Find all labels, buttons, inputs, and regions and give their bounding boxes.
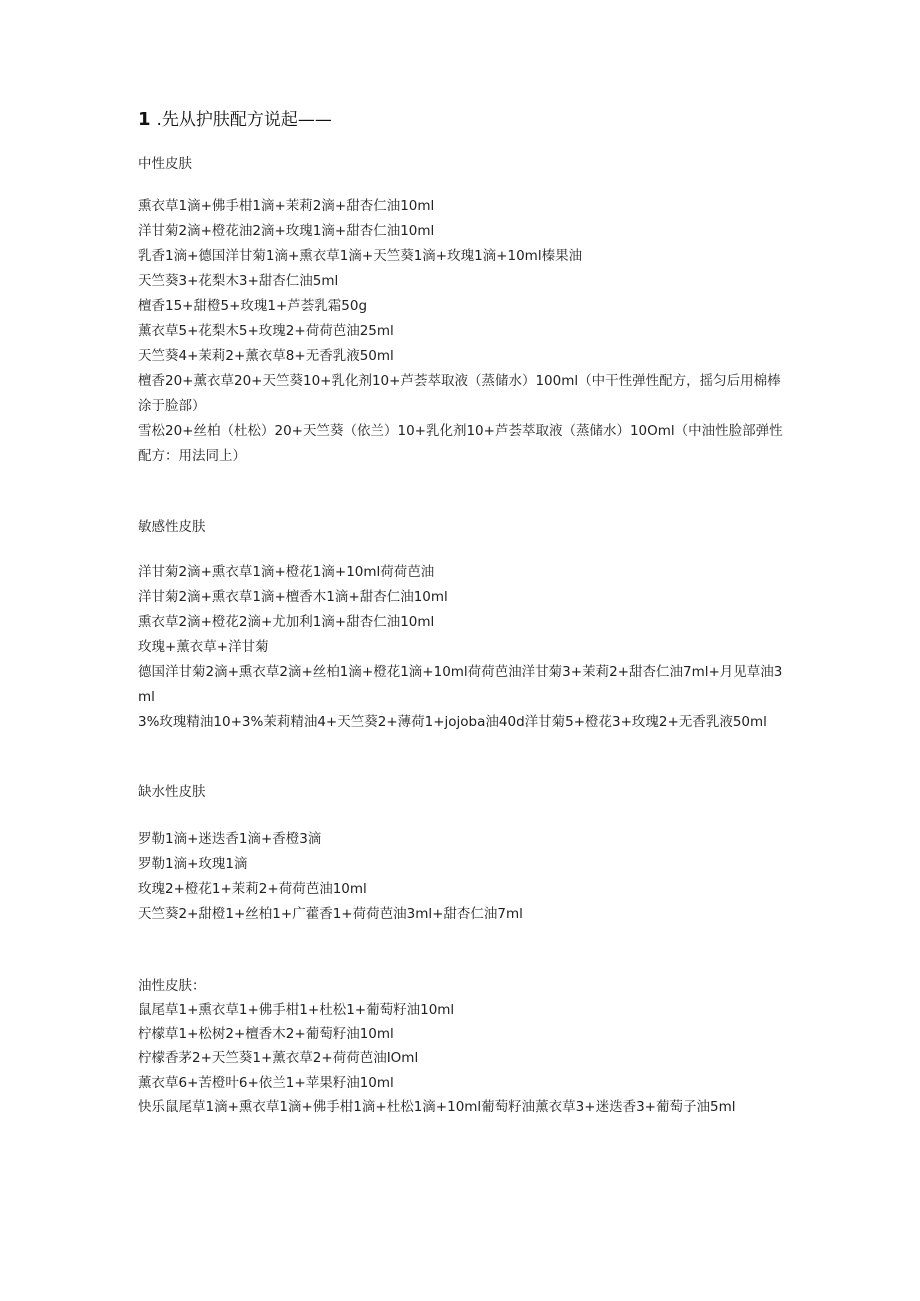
- recipe-line: 乳香1滴+德国洋甘菊1滴+熏衣草1滴+天竺葵1滴+玫瑰1滴+10ml榛果油: [138, 248, 583, 264]
- recipe-line: 洋甘菊2滴+熏衣草1滴+橙花1滴+10ml荷荷芭油: [138, 564, 435, 580]
- recipe-line: 熏衣草2滴+橙花2滴+尤加利1滴+甜杏仁油10ml: [138, 614, 435, 630]
- recipe-line: 柠檬香茅2+天竺葵1+薰衣草2+荷荷芭油IOml: [138, 1050, 419, 1067]
- recipe-line: 快乐鼠尾草1滴+熏衣草1滴+佛手柑1滴+杜松1滴+10ml葡萄籽油薰衣草3+迷迭香3+葡萄子油5ml: [138, 1098, 736, 1115]
- recipe-line: 柠檬草1+松树2+檀香木2+葡萄籽油10ml: [138, 1026, 394, 1043]
- recipe-line: 洋甘菊2滴+橙花油2滴+玫瑰1滴+甜杏仁油10ml: [138, 223, 435, 239]
- recipe-line: 薰衣草6+苦橙叶6+依兰1+苹果籽油10ml: [138, 1074, 394, 1091]
- recipe-line: 玫瑰+薰衣草+洋甘菊: [138, 639, 269, 655]
- recipe-line: 天竺葵3+花梨木3+甜杏仁油5ml: [138, 273, 339, 289]
- section-heading-dehydrated-skin: 缺水性皮肤: [138, 784, 206, 800]
- title-text: .先从护肤配方说起——: [156, 110, 332, 130]
- recipe-line: 德国洋甘菊2滴+熏衣草2滴+丝柏1滴+橙花1滴+10ml荷荷芭油洋甘菊3+茉莉2+甜杏仁油7ml+月见草油3ml: [138, 664, 783, 705]
- section-list-oily-skin: [138, 998, 788, 1119]
- section-heading-oily-skin: 油性皮肤：: [138, 978, 206, 994]
- recipe-line: 罗勒1滴+玫瑰1滴: [138, 856, 248, 872]
- recipe-line: 雪松20+丝柏（杜松）20+天竺葵（依兰）10+乳化剂10+芦荟萃取液（蒸储水）10Oml（中油性脸部弹性配方：用法同上）: [138, 423, 783, 464]
- document-content: [138, 108, 788, 1119]
- recipe-line: 罗勒1滴+迷迭香1滴+香橙3滴: [138, 831, 322, 847]
- recipe-line: 玫瑰2+橙花1+茉莉2+荷荷芭油10ml: [138, 881, 367, 897]
- section-list-sensitive-skin: [138, 560, 788, 735]
- title-number: 1: [138, 109, 151, 130]
- recipe-line: 3%玫瑰精油10+3%茉莉精油4+天竺葵2+薄荷1+jojoba油40d洋甘菊5+橙花3+玫瑰2+无香乳液50ml: [138, 714, 767, 730]
- recipe-line: 洋甘菊2滴+熏衣草1滴+檀香木1滴+甜杏仁油10ml: [138, 589, 448, 605]
- recipe-line: 檀香15+甜橙5+玫瑰1+芦荟乳霜50g: [138, 298, 368, 314]
- recipe-line: 檀香20+薰衣草20+天竺葵10+乳化剂10+芦荟萃取液（蒸储水）100ml（中干性弹性配方，摇匀后用棉棒涂于脸部）: [138, 373, 781, 414]
- section-heading-sensitive-skin: 敏感性皮肤: [138, 519, 206, 535]
- document-title: [138, 108, 788, 132]
- section-heading-neutral-skin: 中性皮肤: [138, 156, 192, 172]
- recipe-line: 薰衣草5+花梨木5+玫瑰2+荷荷芭油25ml: [138, 323, 394, 339]
- recipe-line: 鼠尾草1+熏衣草1+佛手柑1+杜松1+葡萄籽油10ml: [138, 1002, 455, 1018]
- recipe-line: 天竺葵2+甜橙1+丝柏1+广藿香1+荷荷芭油3ml+甜杏仁油7ml: [138, 906, 523, 922]
- section-list-neutral-skin: [138, 194, 788, 469]
- recipe-line: 天竺葵4+茉莉2+薰衣草8+无香乳液50ml: [138, 348, 394, 364]
- section-list-dehydrated-skin: [138, 827, 788, 927]
- recipe-line: 熏衣草1滴+佛手柑1滴+茉莉2滴+甜杏仁油10ml: [138, 198, 435, 214]
